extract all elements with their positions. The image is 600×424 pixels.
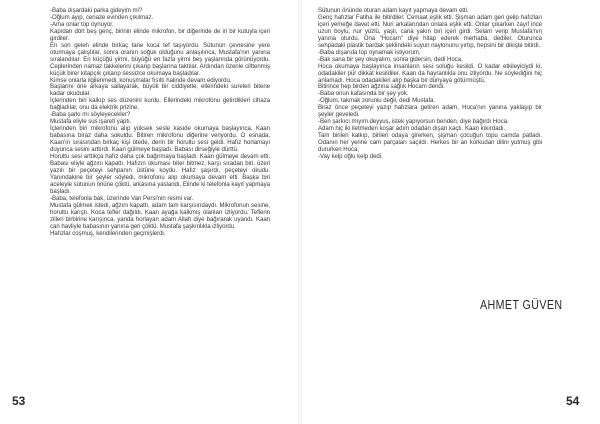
text-paragraph: -Bak sana bir şey okuyalım, sonra gidersin, dedi Hoca. <box>318 55 463 63</box>
text-paragraph: Mustafa eliyle sus işareti yaptı. <box>50 118 132 126</box>
text-paragraph: Hoca okumaya başlayınca insanların sesi soluğu kesildi. O kadar etkileyiciydi ki, odadakiler pür dikkat kesildiler. Kaan da hayranlıkla onu izliyordu. Ne söylediğini hiç anlamadı. Hoca odadakileri alıp başka bir dünyaya götürmüştü. <box>318 62 542 84</box>
text-paragraph: Tam birileri kalkıp, birileri odaya girerken, şişman çocuğun topu camda patladı. Odanın her yerine cam parçaları saçıldı. Herkes bir an korkudan dilini yutmuş gibi dururken Hoca; <box>318 132 542 154</box>
text-paragraph: -Oğlum, takmak zorunlu değil, dedi Mustafa. <box>318 97 436 105</box>
text-paragraph: -Vay kelp oğlu kelp dedi. <box>318 153 383 161</box>
text-paragraph: Kapıdan dört beş genç, birinin elinde mikrofon, bir diğerinde de iri bir kutuyla içeri girdiler. <box>50 27 270 42</box>
text-paragraph: Hafızlar coşmuş, kendilerinden geçmişlerdi. <box>50 229 166 237</box>
text-paragraph: -Baba şarkı mı söyleyecekler? <box>50 111 131 119</box>
text-paragraph: Biraz önce peçeteyi yazıp hafızlara getiren adam, Hoca'nın yanına yaklaşıp bir şeyler geveledi. <box>318 104 542 119</box>
text-paragraph: -Ama onlar top oynuyor. <box>50 20 114 28</box>
left-page-text <box>50 8 270 237</box>
text-paragraph: -Ben şarkıcı mıyım deyyus, istek yapıyorsun benden, diye bağırdı Hoca. <box>318 118 509 126</box>
text-paragraph: -Baba onun kafasında bir şey yok. <box>318 90 409 98</box>
text-paragraph: En son gelen elinde birkaç tane koca tef taşıyordu. Sütunun çevresine yere oturmaya çalıştılar, sonra oranın soğuk olduğunu anlaşılınca, Mustafa'nın yanına sıralandılar. En küçüğü yirmi, büyüğü en fazla yirmi beş yaşlarında görünüyordu. Ceplerinden namaz takkelerini çıkarıp başlarına taktılar. Ardından özenle cilttenmiş küçük birer kitapçık çıkarıp sessizce okumaya başladılar. <box>50 41 270 77</box>
text-paragraph: Adam hiç iki iletmeden koşar adım odadan dışarı kaçtı. Kaan kıkırdadı. <box>318 125 506 133</box>
text-paragraph: Başlarını öne arkaya sallayarak, büyük bir ciddiyetle, ellerindeki sureleri bitene kadar okudular. <box>50 83 270 98</box>
text-paragraph: Horultu sesi arttıkça hafız daha çok bağırmaya başladı. Kaan gülmeye devam etti. Babası eliyle ağzını kapattı. Hafızın okuması biter bitmez, karşı sıradan biri, üzeri yazılı bir peçeteyi sehpanın üstüne koydu. Hafız şaşırdı, peçeteyi okudu. Yanındakine bir şeyler söyledi, mikrofonu alıp okumaya devam etti. Başka biri aceleyle sütunun önüne çöktü, arkasına yaslandı. Elinde ki telefonla kayıt yapmaya başladı. <box>50 153 270 195</box>
text-paragraph: Mustafa gülmek istedi, ağzını kapattı, adam tam karşısındaydı. Mikrofonun sesine, horultu karıştı. Koca tefler dağıldı, Kaan ayağa kalkmış olanları izliyordu. Teflerin zilleri birbirine karışınca, yanda horlayan adam Allah diye bağırarak uyandı. Kaan can havliyle babasının yanına geri çöktü. Mustafa şaşkınlıkla izliyordu. <box>50 201 270 230</box>
text-paragraph: -Baba dışarıda top oynamak istiyorum. <box>318 48 421 56</box>
text-paragraph: Genç hafızlar Fatiha ile bitirdiler. Cemaat eşlik etti. Şişman adam geri gelip hafızları içeri yemeğe davet etti. Nuri arkalarından onlara eşlik etti. Onlar çıkarken zayıf ince uzun boylu, nur yüzlü, yaşlı, cana yakın biri içeri girdi. Selam verip Mustafa'nın yanına oturdu. Ona "Hocam" diye hitap ederek merhaba, dediler. Oturunca sehpadaki plastik bardak şeklindeki suyun naylonunu yırtıp, hepsini bir dikişte bitirdi. <box>318 13 542 49</box>
page-number-left: 53 <box>12 394 26 408</box>
author-name: AHMET GÜVEN <box>480 297 563 312</box>
text-paragraph: Sütunun önünde oturan adam kayıt yapmaya devam etti. <box>318 7 469 14</box>
page-gutter <box>298 0 302 424</box>
text-paragraph: -Baba, telefonla bak, üzerinde Van Persi'nin resmi var. <box>50 194 194 202</box>
text-paragraph: İçlerinden biri mikrofonu alıp yüksek sesle kaside okumaya başlayınca, Kaan babasına biraz daha sokuldu. Bitiren mikrofonu diğerine veriyordu. O esnada, Kaan'ın sırasından birkaç kişi ötede, derin bir horultu sesi geldi. Hafız horlamayı duyunca sesini arttırdı. Kaan gülmeye başladı. Babası dirseğiyle dürttü. <box>50 125 270 154</box>
text-paragraph: -Oğlum ayıp, cenaze evinden çıkılmaz. <box>50 13 154 21</box>
right-page-text <box>318 8 542 161</box>
text-paragraph: Bitirince hep birden ağzına sağlık Hocam dendi. <box>318 83 445 91</box>
text-paragraph: İçlerinden biri kalkıp ses düzenini kurdu. Ellerindeki mikrofonu getirdikleri cihaza bağladılar, onu da elektrik prizine. <box>50 97 270 112</box>
text-paragraph: Kimse onlarla ilgilenmedi, konuşmalar fısıltı halinde devam ediyordu. <box>50 76 232 84</box>
page-number-right: 54 <box>566 394 580 408</box>
text-paragraph: -Baba dışardaki parka gideyim mi? <box>50 7 143 14</box>
